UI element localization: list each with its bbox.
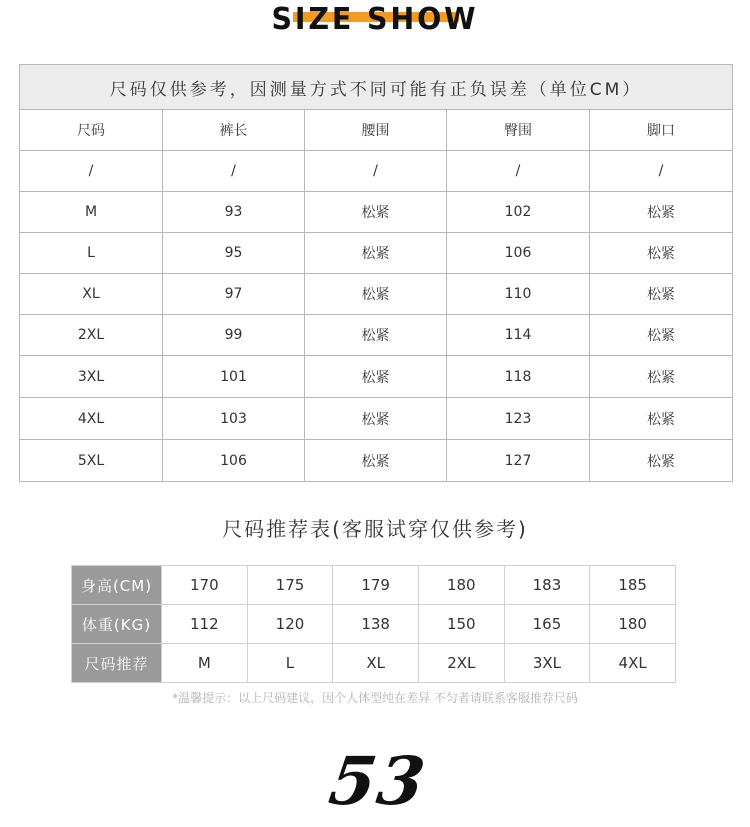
title-block bbox=[0, 0, 750, 46]
table-cell: 5XL bbox=[20, 440, 163, 482]
page-title: SIZE SHOW bbox=[271, 2, 479, 37]
table-cell: L bbox=[247, 644, 333, 683]
table-row bbox=[20, 151, 733, 192]
table-cell: 松紧 bbox=[590, 356, 733, 398]
table-cell: 松紧 bbox=[590, 398, 733, 440]
model-number-text: 53 bbox=[324, 742, 432, 820]
table-cell: 松紧 bbox=[590, 192, 733, 233]
table-cell: 4XL bbox=[590, 644, 676, 683]
table-cell: 2XL bbox=[20, 315, 163, 356]
table-cell: 松紧 bbox=[305, 356, 447, 398]
header-cell: 腰围 bbox=[305, 110, 447, 151]
table-cell: / bbox=[447, 151, 590, 192]
table-cell: 185 bbox=[590, 566, 676, 605]
recommend-table bbox=[71, 565, 676, 683]
table-cell: 106 bbox=[447, 233, 590, 274]
header-cell: 尺码 bbox=[20, 110, 163, 151]
table-row bbox=[72, 644, 676, 683]
row-label: 尺码推荐 bbox=[72, 644, 162, 683]
table-cell: / bbox=[20, 151, 163, 192]
table-cell: M bbox=[162, 644, 248, 683]
table-cell: 松紧 bbox=[305, 398, 447, 440]
table-cell: 3XL bbox=[504, 644, 590, 683]
table-cell: 4XL bbox=[20, 398, 163, 440]
table-cell: 2XL bbox=[418, 644, 504, 683]
table-row bbox=[20, 192, 733, 233]
table-cell: 106 bbox=[163, 440, 305, 482]
row-label: 体重(KG) bbox=[72, 605, 162, 644]
table-cell: 110 bbox=[447, 274, 590, 315]
table-cell: 123 bbox=[447, 398, 590, 440]
table-cell: 138 bbox=[333, 605, 419, 644]
table-cell: 102 bbox=[447, 192, 590, 233]
table-cell: 103 bbox=[163, 398, 305, 440]
table-cell: 97 bbox=[163, 274, 305, 315]
size-table-note-row bbox=[20, 65, 733, 110]
size-table bbox=[19, 64, 733, 482]
table-cell: 180 bbox=[590, 605, 676, 644]
model-number bbox=[318, 742, 438, 822]
table-cell: 165 bbox=[504, 605, 590, 644]
table-cell: 114 bbox=[447, 315, 590, 356]
table-cell: 松紧 bbox=[590, 274, 733, 315]
table-cell: 101 bbox=[163, 356, 305, 398]
table-cell: / bbox=[163, 151, 305, 192]
table-cell: 松紧 bbox=[590, 315, 733, 356]
table-cell: 3XL bbox=[20, 356, 163, 398]
table-cell: 112 bbox=[162, 605, 248, 644]
table-cell: 170 bbox=[162, 566, 248, 605]
table-cell: M bbox=[20, 192, 163, 233]
table-cell: 松紧 bbox=[305, 440, 447, 482]
table-row bbox=[20, 274, 733, 315]
table-cell: 93 bbox=[163, 192, 305, 233]
table-cell: L bbox=[20, 233, 163, 274]
table-row bbox=[72, 566, 676, 605]
table-cell: 99 bbox=[163, 315, 305, 356]
size-table-header-row bbox=[20, 110, 733, 151]
table-row bbox=[20, 315, 733, 356]
table-cell: 179 bbox=[333, 566, 419, 605]
table-cell: 松紧 bbox=[590, 440, 733, 482]
table-cell: / bbox=[305, 151, 447, 192]
table-cell: 120 bbox=[247, 605, 333, 644]
table-cell: XL bbox=[20, 274, 163, 315]
table-cell: 松紧 bbox=[305, 192, 447, 233]
table-cell: 127 bbox=[447, 440, 590, 482]
table-cell: 松紧 bbox=[305, 233, 447, 274]
table-row bbox=[20, 440, 733, 482]
header-cell: 脚口 bbox=[590, 110, 733, 151]
table-cell: 180 bbox=[418, 566, 504, 605]
table-cell: 松紧 bbox=[305, 315, 447, 356]
table-cell: 松紧 bbox=[305, 274, 447, 315]
size-table-note: 尺码仅供参考，因测量方式不同可能有正负误差（单位CM） bbox=[20, 65, 733, 110]
table-cell: 150 bbox=[418, 605, 504, 644]
table-cell: / bbox=[590, 151, 733, 192]
table-cell: 松紧 bbox=[590, 233, 733, 274]
table-cell: 183 bbox=[504, 566, 590, 605]
table-row bbox=[20, 356, 733, 398]
table-cell: 95 bbox=[163, 233, 305, 274]
table-cell: 175 bbox=[247, 566, 333, 605]
table-row bbox=[72, 605, 676, 644]
table-cell: 118 bbox=[447, 356, 590, 398]
table-row bbox=[20, 398, 733, 440]
table-cell: XL bbox=[333, 644, 419, 683]
row-label: 身高(CM) bbox=[72, 566, 162, 605]
table-row bbox=[20, 233, 733, 274]
header-cell: 臀围 bbox=[447, 110, 590, 151]
header-cell: 裤长 bbox=[163, 110, 305, 151]
tip-text: *温馨提示：以上尺码建议，因个人体型纯在差异 不匀者请联系客服推荐尺码 bbox=[172, 691, 578, 705]
recommend-title: 尺码推荐表(客服试穿仅供参考) bbox=[222, 517, 528, 541]
